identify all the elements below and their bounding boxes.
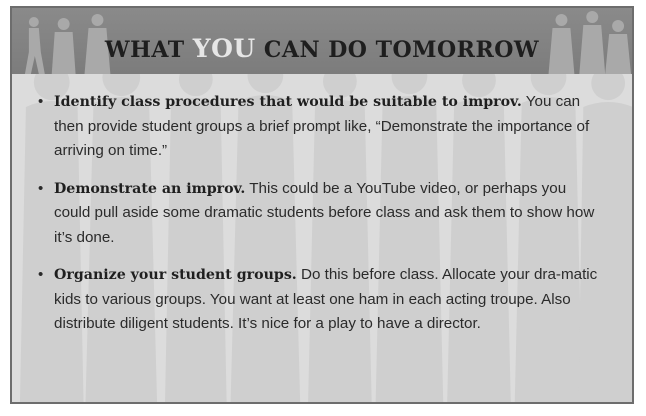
item-text: This could be a YouTube video, or perhaps you could pull aside some dramatic students before class and ask them to show how it’s done. (54, 179, 595, 246)
box-title (12, 34, 632, 63)
list-item (40, 90, 600, 164)
tip-box (10, 6, 634, 404)
bullet-icon: • (38, 93, 44, 110)
title-prefix: WHAT (104, 37, 193, 63)
tips-list (40, 90, 600, 350)
bullet-icon: • (38, 266, 44, 283)
item-lead: Identify class procedures that would be suitable to improv. (54, 94, 522, 110)
item-lead: Demonstrate an improv. (54, 180, 246, 197)
item-text: Do this before class. Allocate your dra-matic kids to various groups. You want at least one ham in each acting troupe. Also distribute diligent students. It’s nice for a play to have a director. (54, 266, 598, 332)
list-item (40, 177, 600, 251)
title-accent: YOU (192, 34, 256, 63)
item-lead: Organize your student groups. (54, 267, 297, 283)
title-suffix: CAN DO TOMORROW (255, 37, 540, 63)
item-text: You can then provide student groups a brief prompt like, “Demonstrate the importance of arriving on time.” (54, 93, 590, 159)
list-item (40, 263, 600, 337)
header-band (12, 8, 632, 74)
bullet-icon: • (38, 179, 44, 197)
